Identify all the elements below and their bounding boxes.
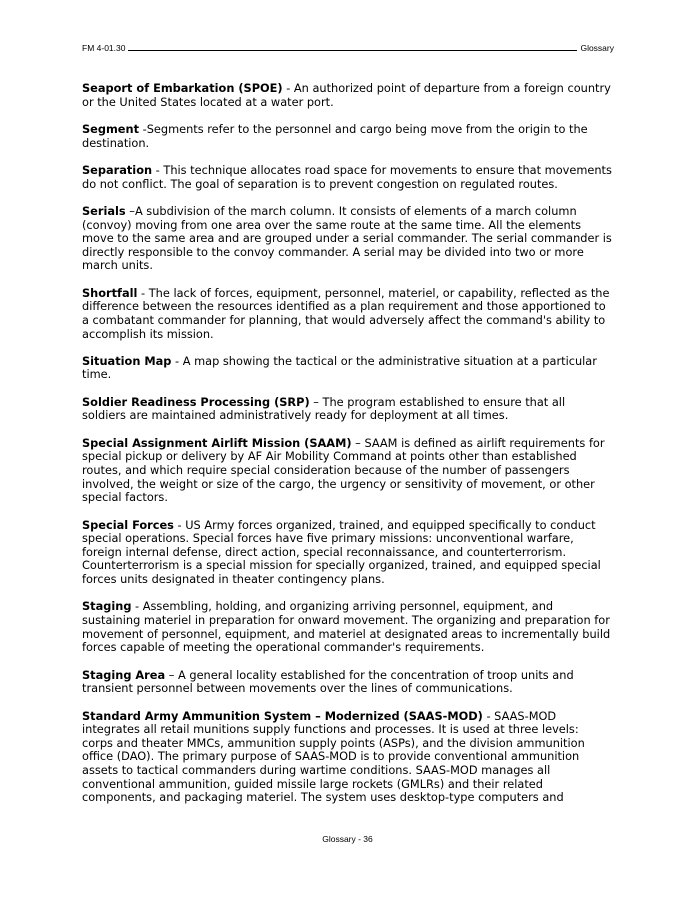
glossary-entry [82, 710, 612, 805]
glossary-term: Standard Army Ammunition System – Modernized (SAAS-MOD) [82, 708, 483, 723]
glossary-term: Segment [82, 121, 139, 136]
term-separator: - [482, 708, 495, 723]
glossary-body [82, 82, 612, 819]
glossary-term: Serials [82, 203, 126, 218]
glossary-term: Staging [82, 599, 132, 614]
page-number: Glossary - 36 [322, 834, 373, 844]
term-separator: - [137, 285, 149, 300]
glossary-definition: US Army forces organized, trained, and equipped specifically to conduct special operations. Special forces have five primary missions: unconventional warfare, foreign internal defense, direct action, special reconnaissance, and counterterrorism. Counterterrorism is a special mission for specially organized, trained, and equipped special forces units designated in theater contingency plans. [82, 517, 601, 586]
term-separator: – [165, 667, 179, 682]
term-separator: - [171, 353, 183, 368]
glossary-definition: Assembling, holding, and organizing arriving personnel, equipment, and sustaining materiel in preparation for onward movement. The organizing and preparation for movement of personnel, equipment, and materiel at designated areas to incrementally build forces capable of meeting the operational commander's requirements. [82, 599, 611, 655]
glossary-definition: The lack of forces, equipment, personnel, materiel, or capability, reflected as the difference between the resources identified as a plan requirement and those apportioned to a combatant commander for planning, that would adversely affect the command's ability to accomplish its mission. [82, 285, 610, 341]
glossary-entry [82, 355, 612, 382]
glossary-definition: SAAS-MOD integrates all retail munitions supply functions and processes. It is used at three levels: corps and theater MMCs, ammunition supply points (ASPs), and the division ammunition office (DAO). The primary purpose of SAAS-MOD is to provide conventional ammunition assets to tactical commanders during wartime conditions. SAAS-MOD manages all conventional ammunition, guided missile large rockets (GMLRs) and their related components, and packaging materiel. The system uses desktop-type computers and [82, 708, 585, 805]
glossary-entry [82, 164, 612, 191]
document-id: FM 4-01.30 [82, 43, 126, 53]
glossary-term: Special Assignment Airlift Mission (SAAM) [82, 435, 352, 450]
term-separator: – [309, 394, 323, 409]
term-separator: - [282, 81, 294, 95]
header-rule [128, 50, 577, 51]
glossary-term: Shortfall [82, 285, 138, 300]
term-separator: – [125, 203, 135, 218]
term-separator: - [139, 121, 147, 136]
glossary-term: Staging Area [82, 667, 166, 682]
glossary-entry [82, 669, 612, 696]
glossary-definition: A subdivision of the march column. It consists of elements of a march column (convoy) moving from one area over the same route at the same time. All the elements move to the same area and are grouped under a serial commander. The serial commander is directly responsible to the convoy commander. A serial may be divided into two or more march units. [82, 203, 612, 273]
glossary-definition: A map showing the tactical or the administrative situation at a particular time. [82, 353, 597, 382]
page-header [82, 39, 614, 53]
term-separator: - [131, 599, 143, 614]
glossary-term: Situation Map [82, 353, 172, 368]
glossary-entry [82, 519, 612, 587]
glossary-entry [82, 123, 612, 150]
section-title: Glossary [580, 43, 614, 53]
glossary-definition: This technique allocates road space for movements to ensure that movements do not conflict. The goal of separation is to prevent congestion on regulated routes. [82, 162, 612, 191]
term-separator: - [173, 517, 186, 532]
term-separator: – [351, 435, 365, 450]
glossary-term: Separation [82, 162, 153, 177]
glossary-entry [82, 600, 612, 654]
glossary-definition: The program established to ensure that all soldiers are maintained administratively ready for deployment at all times. [82, 394, 566, 423]
glossary-entry [82, 396, 612, 423]
glossary-term: Soldier Readiness Processing (SRP) [82, 394, 310, 409]
glossary-term: Seaport of Embarkation (SPOE) [82, 81, 283, 95]
glossary-entry [82, 205, 612, 273]
glossary-term: Special Forces [82, 517, 174, 532]
glossary-definition: An authorized point of departure from a foreign country or the United States located at a water port. [82, 81, 611, 109]
glossary-definition: A general locality established for the concentration of troop units and transient personnel between movements over the lines of communications. [82, 667, 574, 696]
glossary-entry [82, 437, 612, 505]
glossary-entry [82, 82, 612, 109]
glossary-definition: Segments refer to the personnel and cargo being move from the origin to the destination. [82, 121, 588, 150]
glossary-entry [82, 287, 612, 341]
term-separator: - [152, 162, 164, 177]
glossary-definition: SAAM is defined as airlift requirements for special pickup or delivery by AF Air Mobility Command at points other than established routes, and which require special consideration because of the number of passengers involved, the weight or size of the cargo, the urgency or sensitivity of movement, or other special factors. [82, 435, 605, 505]
page-footer [0, 834, 695, 844]
